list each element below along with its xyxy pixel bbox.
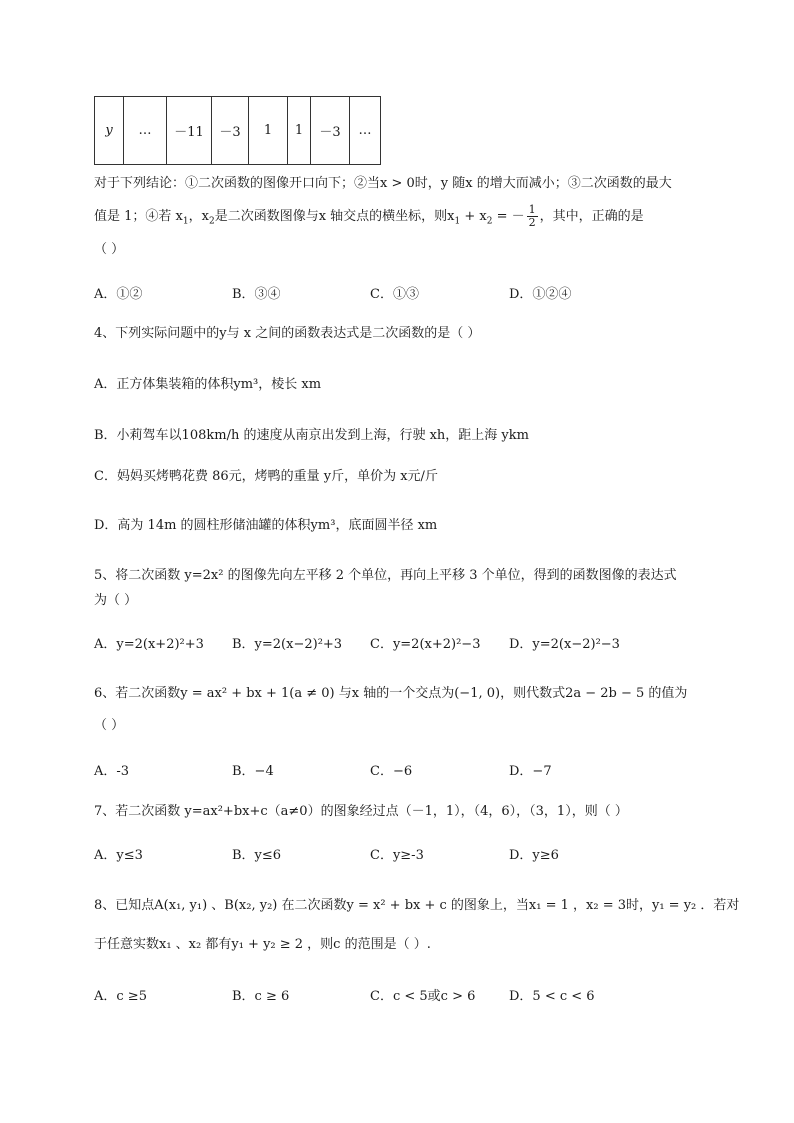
q8-stem-line2: 于任意实数x₁ 、x₂ 都有y₁ + y₂ ≥ 2 ，则c 的范围是（ ）. <box>94 937 431 952</box>
q4-stem: 4、下列实际问题中的y与 x 之间的函数表达式是二次函数的是（ ） <box>94 326 481 341</box>
q7-stem: 7、若二次函数 y=ax²+bx+c（a≠0）的图象经过点（－1，1），（4，6），（3，1），则（ ） <box>94 804 628 819</box>
table-cell: －11 <box>167 97 212 165</box>
table-row <box>95 97 381 165</box>
option-d: D．y=2(x−2)²−3 <box>509 637 620 652</box>
q3-stem-line2: 值是 1；④若 $x_1$，$x_2$是二次函数图像与x 轴交点的横坐标，则$x_1 + x_2$ = － $\frac{1}{2}$ ，其中，正确的是 <box>94 203 644 229</box>
table-cell: … <box>124 97 167 165</box>
table-cell: y <box>95 97 124 165</box>
q6-stem: 6、若二次函数y = ax² + bx + 1(a ≠ 0) 与x 轴的一个交点为(−1, 0)，则代数式2a − 2b − 5 的值为 <box>94 686 688 701</box>
fraction: $\frac{1}{2}$ <box>528 203 536 229</box>
option-b: B．c ≥ 6 <box>232 989 290 1004</box>
option-b: B．−4 <box>232 764 274 779</box>
table-cell: 1 <box>249 97 288 165</box>
option-c: C．①③ <box>370 287 419 302</box>
table-cell: … <box>350 97 381 165</box>
option-a: A．正方体集装箱的体积ym³，棱长 xm <box>94 377 322 392</box>
option-b: B．y=2(x−2)²+3 <box>232 637 343 652</box>
option-b: B．③④ <box>232 287 281 302</box>
value-table <box>94 96 381 165</box>
option-a: A．y=2(x+2)²+3 <box>94 637 204 652</box>
q5-stem-line2: 为（ ） <box>94 593 138 608</box>
option-d: D．y≥6 <box>509 848 559 863</box>
option-a: A．c ≥5 <box>94 989 147 1004</box>
option-b: B．y≤6 <box>232 848 282 863</box>
q3-stem-line1: 对于下列结论：①二次函数的图像开口向下；②当x > 0时，y 随x 的增大而减小；③二次函数的最大 <box>94 176 672 191</box>
option-d: D．①②④ <box>509 287 572 302</box>
option-c: C．c < 5或c > 6 <box>370 989 476 1004</box>
option-a: A．y≤3 <box>94 848 143 863</box>
option-d: D．5 < c < 6 <box>509 989 595 1004</box>
option-a: A．-3 <box>94 764 130 779</box>
option-c: C．y=2(x+2)²−3 <box>370 637 481 652</box>
option-b: B．小莉驾车以108km/h 的速度从南京出发到上海，行驶 xh，距上海 ykm <box>94 428 529 443</box>
option-a: A．①② <box>94 287 143 302</box>
option-c: C．y≥-3 <box>370 848 424 863</box>
option-c: C．−6 <box>370 764 413 779</box>
table-cell: －3 <box>311 97 350 165</box>
answer-paren: （ ） <box>94 718 125 733</box>
table-cell: －3 <box>212 97 249 165</box>
q8-stem-line1: 8、已知点A(x₁, y₁) 、B(x₂, y₂) 在二次函数y = x² + bx + c 的图象上，当x₁ = 1 ，x₂ = 3时，y₁ = y₂ ．若对 <box>94 898 740 913</box>
option-c: C．妈妈买烤鸭花费 86元，烤鸭的重量 y斤，单价为 x元/斤 <box>94 469 438 484</box>
option-d: D．高为 14m 的圆柱形储油罐的体积ym³，底面圆半径 xm <box>94 518 438 533</box>
table-cell: 1 <box>288 97 311 165</box>
answer-paren: （ ） <box>94 242 125 257</box>
option-d: D．−7 <box>509 764 552 779</box>
q5-stem-line1: 5、将二次函数 y=2x² 的图像先向左平移 2 个单位，再向上平移 3 个单位，得到的函数图像的表达式 <box>94 568 677 583</box>
